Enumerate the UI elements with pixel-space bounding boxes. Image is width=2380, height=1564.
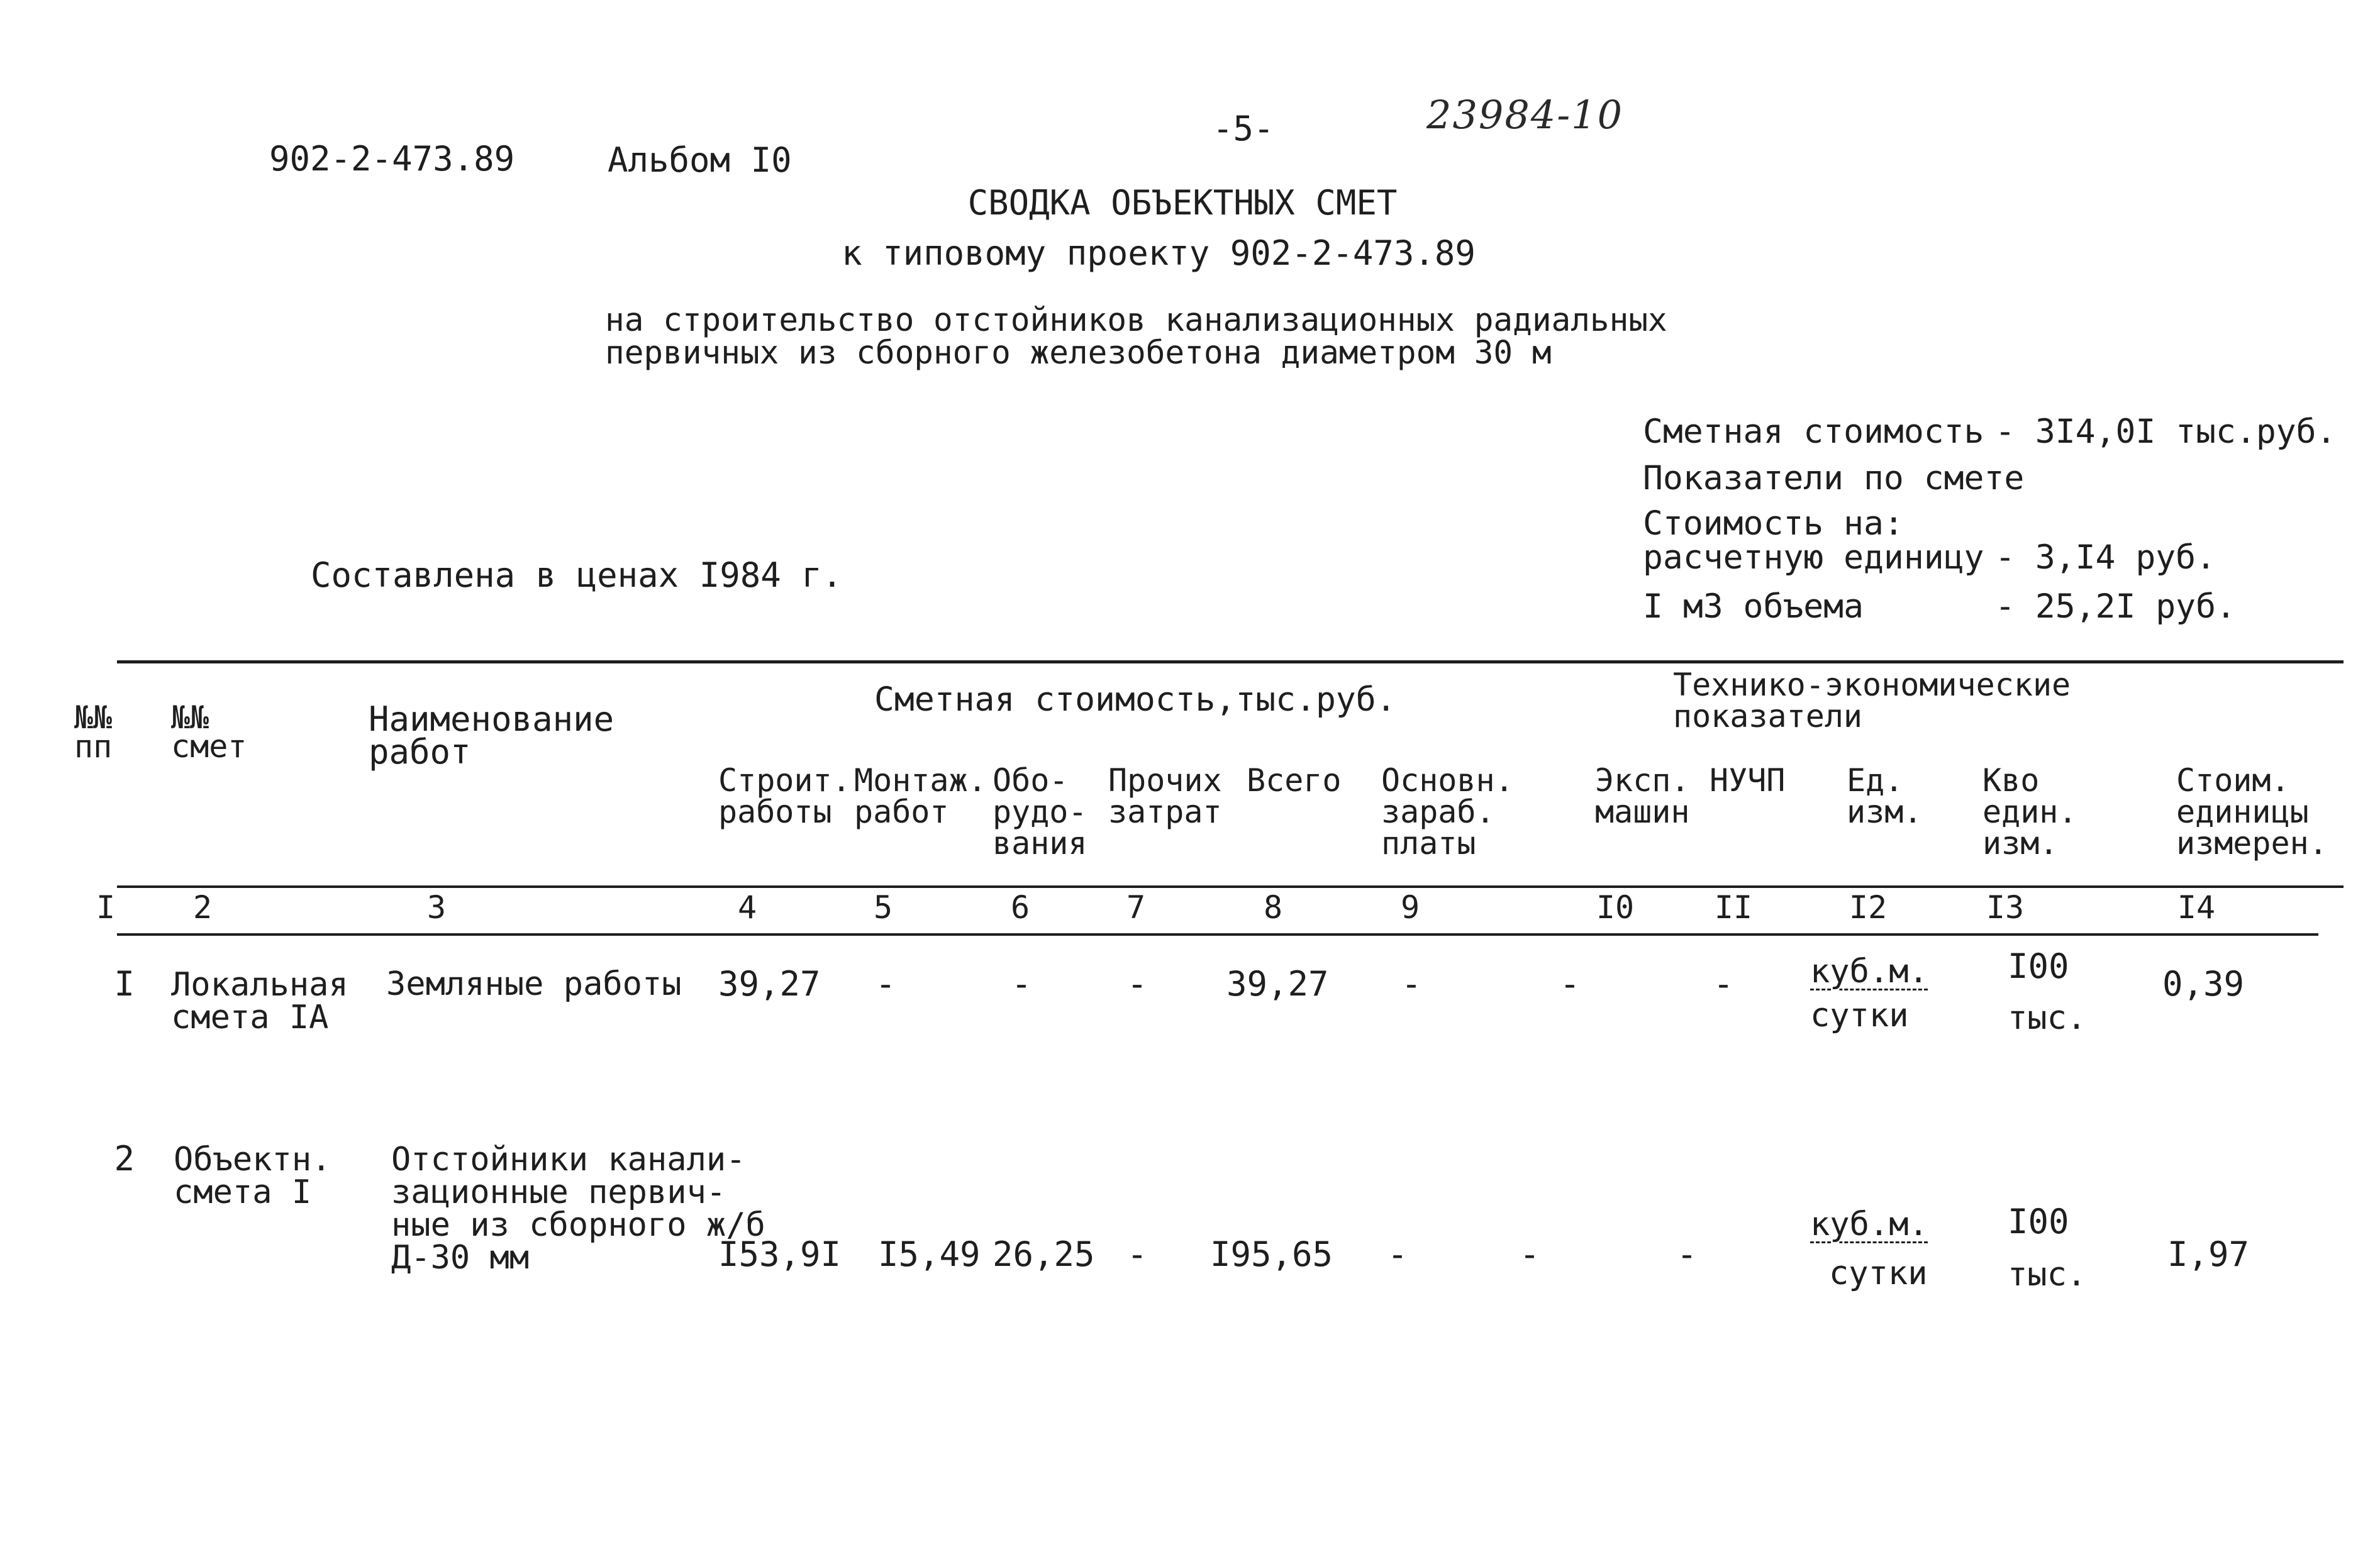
row-total: 39,27	[1226, 964, 1329, 1004]
header-unit-cost: Стоим. единицы измерен.	[2176, 762, 2328, 862]
column-number: 8	[1263, 889, 1283, 926]
column-number: 2	[192, 889, 213, 926]
unit-cost-value: - 3,I4 руб.	[1995, 538, 2216, 577]
row-unit-cost: I,97	[2167, 1234, 2250, 1274]
description-line-2: первичных из сборного железобетона диаметром 30 м	[605, 335, 1552, 372]
column-number: 9	[1400, 889, 1420, 926]
header-other: Прочих затрат	[1108, 762, 1222, 830]
column-number: I4	[2177, 889, 2216, 926]
row-machines: -	[1559, 964, 1581, 1004]
column-number: 5	[873, 889, 893, 926]
row-nuchp: -	[1676, 1234, 1698, 1274]
row-estimate: Объектн. смета I	[174, 1141, 331, 1211]
column-number: I3	[1986, 889, 2025, 926]
row-wages: -	[1387, 1234, 1408, 1274]
cost-per-label: Стоимость на:	[1643, 504, 1904, 543]
column-number: I0	[1596, 889, 1635, 926]
column-numbers-top-rule	[117, 885, 2344, 888]
header-wages: Основн. зараб. платы	[1381, 762, 1514, 862]
row-quantity-top: I00	[2008, 1202, 2069, 1241]
column-number: I	[96, 889, 116, 926]
cost-label: Сметная стоимость	[1643, 413, 1984, 451]
album-label: Альбом I0	[608, 140, 792, 180]
column-numbers-bottom-rule	[117, 933, 2318, 936]
row-construction: I53,9I	[718, 1234, 842, 1274]
header-unit: Ед. изм.	[1847, 762, 1923, 830]
row-quantity-bottom: тыс.	[2008, 1256, 2087, 1294]
row-assembly: I5,49	[878, 1234, 981, 1274]
row-equipment: 26,25	[993, 1234, 1095, 1274]
header-assembly: Монтаж. работ	[854, 762, 987, 830]
column-number: I2	[1849, 889, 1888, 926]
header-nuchp: НУЧП	[1710, 762, 1786, 799]
column-number: 3	[426, 889, 447, 926]
volume-cost-value: - 25,2I руб.	[1995, 587, 2236, 626]
header-quantity: Кво един. изм.	[1982, 762, 2077, 862]
row-unit-bottom: сутки	[1810, 997, 1909, 1034]
header-construction: Строит. работы	[718, 762, 851, 830]
header-group-tech: Технико-экономические показатели	[1673, 667, 2071, 735]
row-machines: -	[1519, 1234, 1540, 1274]
header-equipment: Обо- рудо- вания	[993, 762, 1087, 862]
prices-note: Составлена в ценах I984 г.	[311, 555, 843, 595]
document-subtitle: к типовому проекту 902-2-473.89	[842, 233, 1476, 273]
header-estimate-number: №№ смет	[171, 699, 247, 765]
row-unit-bottom: сутки	[1829, 1255, 1928, 1292]
row-quantity-top: I00	[2008, 946, 2069, 986]
row-work-name: Отстойники канали- зационные первич- ные из сборного ж/б Д-30 мм	[391, 1141, 765, 1277]
volume-cost-label: I м3 объема	[1643, 587, 1864, 626]
header-work-name: Наименование работ	[369, 699, 614, 772]
row-equipment: -	[1011, 964, 1032, 1004]
header-total: Всего	[1247, 762, 1342, 799]
row-other: -	[1126, 1234, 1148, 1274]
row-pp: 2	[114, 1139, 135, 1179]
row-unit-top: куб.м.	[1810, 1206, 1928, 1243]
row-nuchp: -	[1713, 964, 1734, 1004]
description-line-1: на строительство отстойников канализационных радиальных	[605, 302, 1667, 339]
row-wages: -	[1401, 964, 1422, 1004]
header-machines: Эксп. машин	[1595, 762, 1690, 830]
indicators-label: Показатели по смете	[1643, 459, 2025, 497]
column-number: II	[1714, 889, 1753, 926]
row-other: -	[1126, 964, 1148, 1004]
row-estimate: Локальная смета IА	[171, 966, 348, 1036]
row-total: I95,65	[1210, 1234, 1333, 1274]
row-quantity-bottom: тыс.	[2008, 999, 2087, 1037]
column-number: 6	[1010, 889, 1030, 926]
row-unit-top: куб.м.	[1810, 953, 1928, 990]
document-title: СВОДКА ОБЪЕКТНЫХ СМЕТ	[967, 183, 1398, 223]
document-code: 902-2-473.89	[269, 139, 515, 179]
row-work-name: Земляные работы	[386, 965, 682, 1003]
row-assembly: -	[875, 964, 896, 1004]
column-number: 7	[1126, 889, 1146, 926]
header-group-cost: Сметная стоимость,тыс.руб.	[874, 680, 1396, 719]
unit-cost-label: расчетную единицу	[1643, 538, 1984, 577]
row-unit-cost: 0,39	[2162, 964, 2245, 1004]
column-number: 4	[737, 889, 757, 926]
row-pp: I	[114, 964, 135, 1004]
page-number: -5-	[1213, 109, 1274, 148]
table-top-rule	[117, 660, 2344, 663]
header-pp: №№ пп	[74, 699, 113, 765]
handwritten-number: 23984-10	[1426, 92, 1624, 138]
cost-value: - 3I4,0I тыс.руб.	[1995, 413, 2337, 451]
row-construction: 39,27	[718, 964, 821, 1004]
